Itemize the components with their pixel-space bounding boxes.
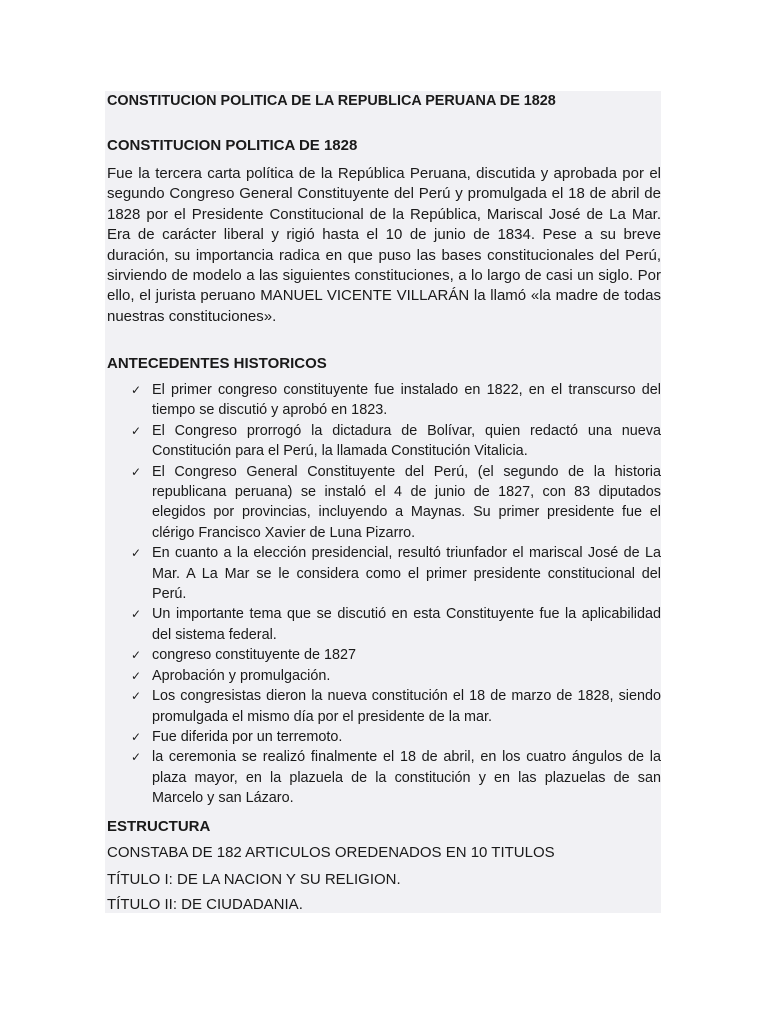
checkmark-icon: ✓ xyxy=(131,689,142,704)
checkmark-icon: ✓ xyxy=(131,729,142,744)
checkmark-icon: ✓ xyxy=(131,383,142,397)
list-item-text: El primer congreso constituyente fue instalado en 1822, en el transcurso del tiempo se discutió y aprobó en 1823. xyxy=(152,382,661,419)
checkmark-icon: ✓ xyxy=(131,546,142,561)
list-item-text: En cuanto a la elección presidencial, resultó triunfador el mariscal José de La Mar. A La Mar se le considera como el primer presidente constitucional del Perú. xyxy=(152,545,661,603)
list-item-text: El Congreso prorrogó la dictadura de Bolívar, quien redactó una nueva Constitución para el Perú, la llamada Constitución Vitalicia. xyxy=(152,422,661,460)
structure-line: TÍTULO II: DE CIUDADANIA. xyxy=(107,896,303,913)
list-item xyxy=(107,645,661,665)
section-title-estructura: ESTRUCTURA xyxy=(107,818,211,835)
list-item xyxy=(107,747,661,808)
list-item-text: Un importante tema que se discutió en esta Constituyente fue la aplicabilidad del sistema federal. xyxy=(152,606,661,643)
list-item-text: congreso constituyente de 1827 xyxy=(152,647,357,664)
checkmark-icon: ✓ xyxy=(131,423,142,438)
checkmark-icon: ✓ xyxy=(131,464,142,479)
list-item-text: El Congreso General Constituyente del Perú, (el segundo de la historia republicana peruana) se instaló el 4 de junio de 1827, con 83 diputados elegidos por provincias, incluyendo a Maynas. Su primer presidente fue el clérigo Francisco Xavier de Luna Pizarro. xyxy=(152,463,661,541)
list-item xyxy=(107,604,661,645)
list-item-text: Fue diferida por un terremoto. xyxy=(152,728,343,745)
intro-paragraph: Fue la tercera carta política de la República Peruana, discutida y aprobada por el segundo Congreso General Constituyente del Perú y promulgada el 18 de abril de 1828 por el Presidente Constitucional de la República, Mariscal José de La Mar. Era de carácter liberal y rigió hasta el 10 de junio de 1834. Pese a su breve duración, su importancia radica en que puso las bases constitucionales del Perú, sirviendo de modelo a las siguientes constituciones, a lo largo de casi un siglo. Por ello, el jurista peruano MANUEL VICENTE VILLARÁN la llamó «la madre de todas nuestras constituciones». xyxy=(107,165,661,325)
list-item xyxy=(107,727,661,747)
list-item-text: la ceremonia se realizó finalmente el 18 de abril, en los cuatro ángulos de la plaza mayor, en la plazuela de la constitución y en las plazuelas de san Marcelo y san Lázaro. xyxy=(152,749,661,807)
section-title-antecedentes: ANTECEDENTES HISTORICOS xyxy=(107,355,327,372)
section-title-constitucion: CONSTITUCION POLITICA DE 1828 xyxy=(107,137,358,154)
checkmark-icon: ✓ xyxy=(131,668,142,683)
list-item-text: Los congresistas dieron la nueva constitución el 18 de marzo de 1828, siendo promulgada el mismo día por el presidente de la mar. xyxy=(152,688,661,725)
list-item xyxy=(107,666,661,686)
list-item-text: Aprobación y promulgación. xyxy=(152,667,331,684)
list-item xyxy=(107,543,661,604)
structure-line: CONSTABA DE 182 ARTICULOS OREDENADOS EN 10 TITULOS xyxy=(107,844,555,861)
document-title: CONSTITUCION POLITICA DE LA REPUBLICA PERUANA DE 1828 xyxy=(107,93,556,109)
structure-line: TÍTULO I: DE LA NACION Y SU RELIGION. xyxy=(107,871,401,888)
list-item xyxy=(107,462,661,544)
list-item xyxy=(107,421,661,462)
list-item xyxy=(107,686,661,727)
antecedentes-list xyxy=(107,380,661,809)
list-item xyxy=(107,380,661,421)
checkmark-icon: ✓ xyxy=(131,648,142,663)
checkmark-icon: ✓ xyxy=(131,750,142,765)
checkmark-icon: ✓ xyxy=(131,607,142,622)
